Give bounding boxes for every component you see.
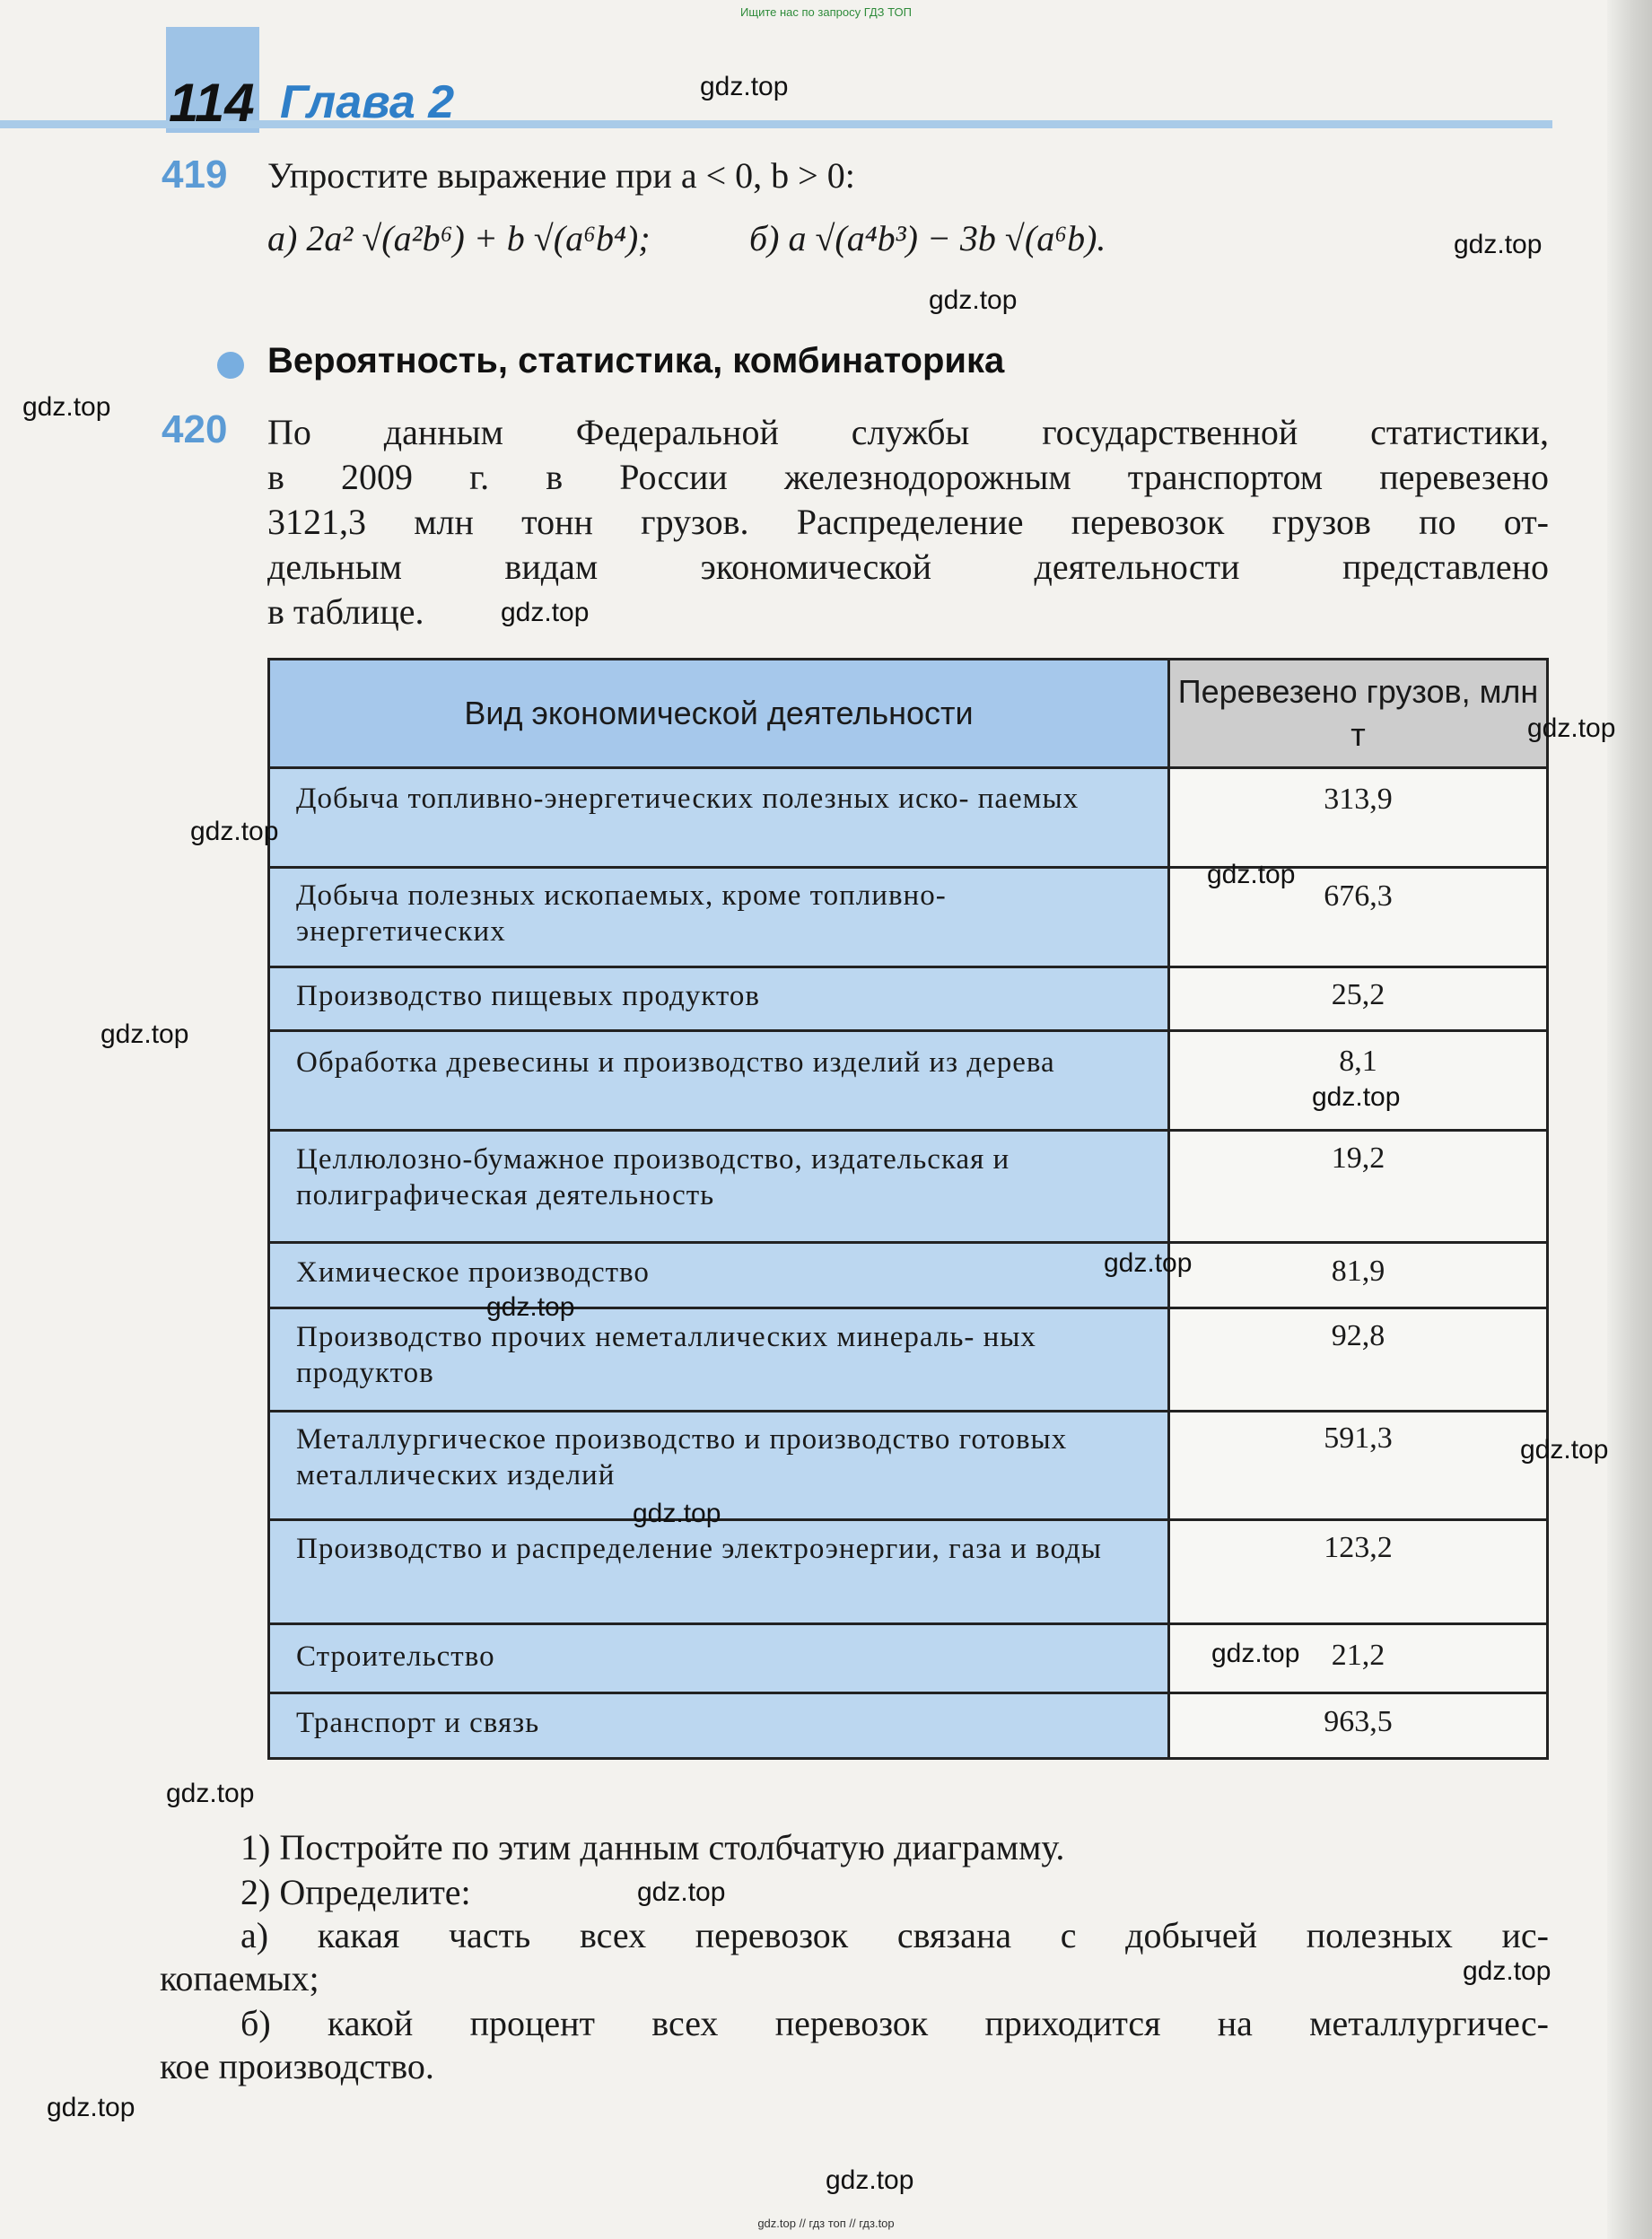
table-row-divider: [270, 866, 1546, 869]
table-row-name: Производство пищевых продуктов: [296, 980, 760, 1012]
task-420-line: дельным видам экономической деятельности представлено: [267, 547, 1549, 587]
table-row-name: Транспорт и связь: [296, 1707, 540, 1739]
task-420-line: По данным Федеральной службы государственной статистики,: [267, 412, 1549, 452]
question-1: 1) Постройте по этим данным столбчатую диаграмму.: [240, 1827, 1065, 1867]
watermark: gdz.top: [1520, 1435, 1609, 1465]
table-row-divider: [270, 1307, 1546, 1309]
section-title: Вероятность, статистика, комбинаторика: [267, 341, 1005, 380]
table-row-divider: [270, 1518, 1546, 1521]
task-419-part-b: б) a √(a⁴b³) − 3b √(a⁶b).: [749, 218, 1106, 258]
table-row-value: 8,1: [1339, 1045, 1377, 1078]
watermark: gdz.top: [1104, 1248, 1193, 1278]
task-number-419: 419: [162, 153, 228, 197]
question-2a-line-2: копаемых;: [160, 1958, 319, 1998]
task-419-part-a: а) 2a² √(a²b⁶) + b √(a⁶b⁴);: [267, 218, 651, 258]
task-420-line: 3121,3 млн тонн грузов. Распределение перевозок грузов по от-: [267, 502, 1549, 542]
watermark: gdz.top: [166, 1779, 255, 1808]
watermark: gdz.top: [22, 392, 111, 422]
task-420-line: в 2009 г. в России железнодорожным транспортом перевезено: [267, 457, 1549, 497]
page-edge-shadow: [1607, 0, 1652, 2239]
table-row-name: Производство и распределение электроэнергии, газа и воды: [296, 1533, 1102, 1565]
top-note: Ищите нас по запросу ГДЗ ТОП: [740, 5, 912, 19]
question-2b-line-1: б) какой процент всех перевозок приходится на металлургичес-: [240, 2003, 1549, 2043]
table-row-value: 313,9: [1324, 783, 1393, 816]
table-header-activity: Вид экономической деятельности: [464, 695, 974, 731]
table-row-value: 591,3: [1324, 1421, 1393, 1455]
watermark: gdz.top: [1527, 713, 1616, 743]
table-row-divider: [270, 1692, 1546, 1694]
table-row-name: Металлургическое производство и производство готовых металлических изделий: [296, 1423, 1068, 1491]
table-row-divider: [270, 1029, 1546, 1032]
table-row-name: Обработка древесины и производство изделий из дерева: [296, 1046, 1055, 1079]
table-column-divider: [1167, 660, 1170, 1757]
table-row-value: 21,2: [1331, 1639, 1385, 1672]
watermark: gdz.top: [486, 1292, 575, 1322]
table-row-divider: [270, 766, 1546, 769]
watermark: gdz.top: [1463, 1956, 1551, 1986]
table-row-value: 676,3: [1324, 879, 1393, 913]
table-row-value: 963,5: [1324, 1705, 1393, 1738]
table-row-divider: [270, 1129, 1546, 1132]
table-row-value: 92,8: [1331, 1319, 1385, 1352]
watermark: gdz.top: [929, 285, 1018, 315]
watermark: gdz.top: [47, 2093, 135, 2122]
watermark: gdz.top: [637, 1877, 726, 1907]
table-row-value: 81,9: [1331, 1255, 1385, 1288]
watermark: gdz.top: [826, 2165, 914, 2195]
table-row-name: Производство прочих неметаллических минераль- ных продуктов: [296, 1321, 1036, 1389]
question-2b-line-2: кое производство.: [160, 2046, 434, 2086]
page-number: 114: [169, 73, 255, 133]
watermark: gdz.top: [101, 1019, 189, 1049]
table-header-value: Перевезено грузов, млн т: [1177, 673, 1539, 753]
task-number-420: 420: [162, 407, 228, 451]
question-2a-line-1: а) какая часть всех перевозок связана с добычей полезных ис-: [240, 1915, 1549, 1955]
table-row-value: 19,2: [1331, 1141, 1385, 1175]
task-420-line: в таблице.: [267, 591, 424, 632]
table-row-divider: [270, 966, 1546, 968]
table-row-divider: [270, 1410, 1546, 1412]
watermark: gdz.top: [700, 72, 789, 101]
table-row-value: 25,2: [1331, 978, 1385, 1011]
chapter-title: Глава 2: [280, 76, 455, 128]
table-row-name: Строительство: [296, 1640, 495, 1673]
question-2: 2) Определите:: [240, 1872, 471, 1912]
table-row-name: Добыча полезных ископаемых, кроме топливно- энергетических: [296, 879, 947, 948]
table-row-divider: [270, 1241, 1546, 1244]
table-row-name: Добыча топливно-энергетических полезных иско- паемых: [296, 783, 1079, 815]
watermark: gdz.top: [633, 1499, 721, 1528]
table-row-name: Химическое производство: [296, 1256, 650, 1289]
table-row-value: 123,2: [1324, 1531, 1393, 1564]
watermark: gdz.top: [1207, 860, 1296, 889]
table-row-name: Целлюлозно-бумажное производство, издательская и полиграфическая деятельность: [296, 1143, 1010, 1211]
watermark: gdz.top: [1211, 1639, 1300, 1668]
watermark: gdz.top: [1454, 230, 1543, 259]
section-bullet-icon: [217, 352, 244, 379]
bottom-note: gdz.top // гдз топ // гдз.top: [757, 2217, 895, 2230]
watermark: gdz.top: [501, 598, 590, 627]
table-row-divider: [270, 1622, 1546, 1625]
task-419-text: Упростите выражение при a < 0, b > 0:: [267, 155, 855, 196]
watermark: gdz.top: [1312, 1082, 1401, 1112]
watermark: gdz.top: [190, 817, 279, 846]
